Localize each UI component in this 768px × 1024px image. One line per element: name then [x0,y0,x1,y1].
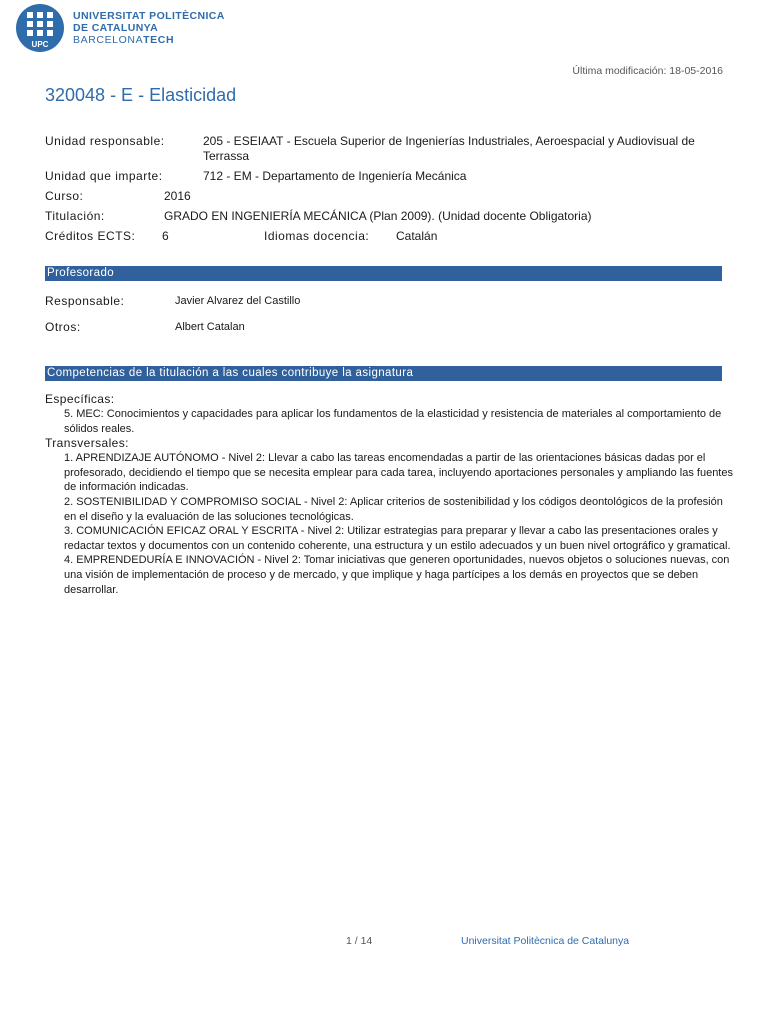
unidad-responsable-value: 205 - ESEIAAT - Escuela Superior de Ingenierías Industriales, Aeroespacial y Audiovisual de Terrassa [203,134,695,163]
logo-line-1: UNIVERSITAT POLITÈCNICA [73,10,225,22]
upc-logo-icon [16,4,64,52]
transversal-item: 1. APRENDIZAJE AUTÓNOMO - Nivel 2: Llevar a cabo las tareas encomendadas a partir de las orientaciones básicas dadas por el profesorado, decidiendo el tiempo que se necesita emplear para cada tarea, incluyendo aportaciones personales y ampliando las fuentes de información indicadas. [64,452,733,494]
unidad-responsable-label: Unidad responsable: [45,134,165,148]
competencias-heading: Competencias de la titulación a las cuales contribuye la asignatura [45,366,722,381]
transversal-item: 2. SOSTENIBILIDAD Y COMPROMISO SOCIAL - Nivel 2: Aplicar criterios de sostenibilidad y los códigos deontológicos de la profesión en el diseño y la evaluación de las soluciones tecnológicas. [64,495,723,523]
creditos-label: Créditos ECTS: [45,229,136,243]
especifica-item: 5. MEC: Conocimientos y capacidades para aplicar los fundamentos de la elasticidad y resistencia de materiales al comportamiento de sólidos reales. [64,408,722,435]
upc-logo [16,4,225,52]
creditos-value: 6 [162,229,169,243]
logo-line-3 [73,34,225,46]
otros-label: Otros: [45,320,81,334]
logo-line-3b: TECH [143,34,175,46]
titulacion-label: Titulación: [45,209,105,223]
otros-value: Albert Catalan [175,321,245,333]
logo-line-2: DE CATALUNYA [73,22,159,34]
logo-text [73,10,225,46]
page-number: 1 / 14 [346,935,373,947]
transversales-label: Transversales: [45,436,129,451]
transversal-item: 3. COMUNICACIÓN EFICAZ ORAL Y ESCRITA - Nivel 2: Utilizar estrategias para preparar y llevar a cabo las presentaciones orales y redactar textos y documentos con un contenido coherente, una estructura y un estilo adecuados y un buen nivel ortográfico y gramatical. [64,525,731,552]
profesorado-heading: Profesorado [45,266,722,281]
last-modified: Última modificación: 18-05-2016 [572,65,723,77]
curso-label: Curso: [45,189,84,203]
idiomas-label: Idiomas docencia: [264,229,370,243]
responsable-value: Javier Alvarez del Castillo [175,295,301,307]
unidad-imparte-label: Unidad que imparte: [45,169,163,183]
page-title: 320048 - E - Elasticidad [45,85,237,105]
logo-mark-text: UPC [31,40,49,49]
especificas-label: Específicas: [45,392,115,406]
unidad-imparte-value: 712 - EM - Departamento de Ingeniería Mecánica [203,169,467,183]
curso-value: 2016 [164,189,191,203]
responsable-label: Responsable: [45,294,125,308]
transversal-item: 4. EMPRENDEDURÍA E INNOVACIÓN - Nivel 2: Tomar iniciativas que generen oportunidades, nuevos objetos o soluciones nuevas, con una visión de implementación de proceso y de mercado, y que implique y haga partícipes a los demás en proyectos que se deben desarrollar. [64,554,730,596]
idiomas-value: Catalán [396,229,438,243]
titulacion-value: GRADO EN INGENIERÍA MECÁNICA (Plan 2009). (Unidad docente Obligatoria) [164,209,592,223]
footer-university: Universitat Politècnica de Catalunya [461,935,630,947]
logo-line-3a: BARCELONA [73,34,144,46]
competencias-list [45,392,735,597]
